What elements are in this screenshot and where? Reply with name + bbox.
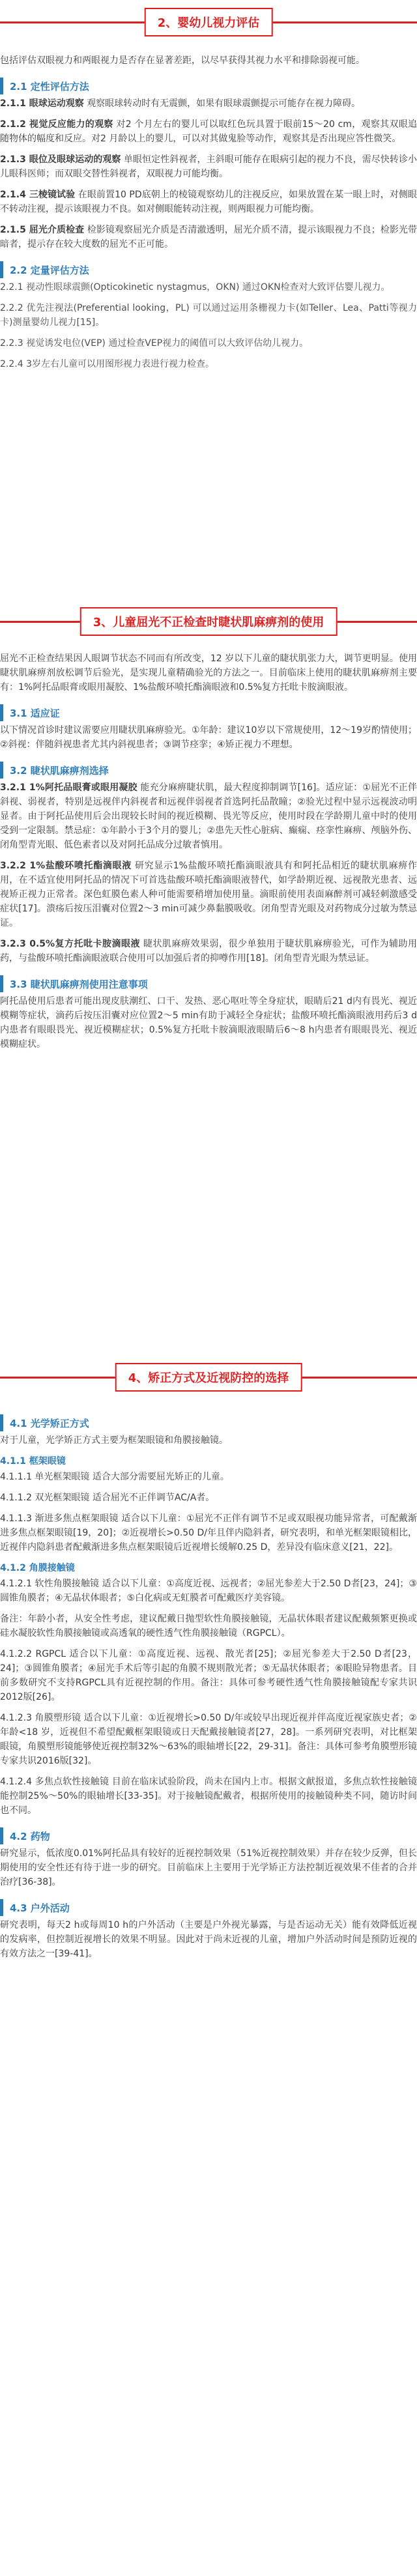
paragraph-4-1-1-2: 4.1.1.2 双光框架眼镜 适合屈光不正伴调节AC/A者。 [0, 1493, 215, 1503]
banner-box [145, 8, 273, 36]
paragraph-2-1-5: 2.1.5 屈光介质检查 检影镜观察屈光介质是否清澈透明，屈光介质不清，提示该眼视力不良；检影光带暗者，提示存在较大度数的屈光不正可能。 [0, 225, 417, 250]
paragraph-4-1-1-3: 4.1.1.3 渐进多焦点框架眼镜 适合以下儿童：①屈光不正伴有调节不足或双眼视功能异常者，可配戴渐进多焦点框架眼镜[19，20]；②近视增长>0.50 D/年且伴内隐斜者，研究表明，和单光框架眼镜相比，近视伴内隐斜患者配戴渐进多焦点框架眼镜后近视增长缓解0.25 D，差异没有临床意义[21，22]。 [0, 1513, 417, 1553]
paragraph-4-1-2-1-note: 备注：年龄小者，从安全性考虑，建议配戴日抛型软性角膜接触镜，无晶状体眼者建议配戴频繁更换或硅水凝胶软性角膜接触镜或高透氧的硬性透气性角膜接触镜（RGPCL）。 [0, 1614, 417, 1639]
paragraph-2-2-1: 2.2.1 视动性眼球震颤(Opticokinetic nystagmus，OKN) 通过OKN检查对大致评估婴儿视力。 [0, 282, 390, 293]
subheading-3-2: 3.2 睫状肌麻痹剂选择 [0, 760, 417, 780]
section-intro: 屈光不正检查结果因人眼调节状态不同而有所改变，12 岁以下儿童的睫状肌张力大，调节更明显。使用睫状肌麻痹剂放松调节后验光，是实现儿童精确验光的方法之一。目前临床上使用的睫状肌麻痹剂主要有：1%阿托品眼膏或眼用凝胶、1%盐酸环喷托酯滴眼液和0.5%复方托吡卡胺滴眼液。 [0, 653, 417, 693]
paragraph-4-3: 研究表明，每天2 h或每周10 h的户外活动（主要是户外视光暴露，与是否运动无关）能有效降低近视的发病率，但控制近视增长的效果不明显。因此对于尚未近视的儿童，增加户外活动时间是预防近视的有效方法之一[39-41]。 [0, 1920, 417, 1959]
banner-box [80, 607, 338, 636]
banner-title: 3、儿童屈光不正检查时睫状肌麻痹剂的使用 [93, 616, 324, 629]
paragraph-2-2-3: 2.2.3 视觉诱发电位(VEP) 通过检查VEP视力的阈值可以大致评估幼儿视力。 [0, 338, 309, 349]
section-banner-4 [0, 1363, 417, 1392]
heading-bar [0, 762, 3, 779]
subheading-4-1: 4.1 光学矫正方式 [0, 1412, 417, 1433]
paragraph-2-1-1: 2.1.1 眼球运动观察 观察眼球转动时有无震颤，如果有眼球震颤提示可能存在视力障碍。 [0, 98, 361, 109]
paragraph-4-1-intro: 对于儿童，光学矫正方式主要为框架眼镜和角膜接触镜。 [0, 1435, 228, 1446]
subheading-4-2: 4.2 药物 [0, 1825, 417, 1846]
paragraph-2-1-4: 2.1.4 三棱镜试验 在眼前置10 PD底朝上的棱镜观察幼儿的注视反应，如果放置在某一眼上时，对侧眼不转动注视，提示该眼视力不良。如对侧眼能转动注视，则两眼视力可能均衡。 [0, 190, 417, 214]
heading-bar [0, 975, 3, 992]
subheading-3-3: 3.3 睫状肌麻痹剂使用注意事项 [0, 973, 417, 994]
heading-bar [0, 704, 3, 721]
paragraph-2-1-2: 2.1.2 视觉反应能力的观察 对2 个月左右的婴儿可以取红色玩具置于眼前15～20 cm，观察其双眼追随物体的幅度和反应。对2 月龄以上的婴儿，可以对其做鬼脸等动作，观察其是否出现应答性微笑。 [0, 119, 417, 144]
section-3-content [0, 651, 417, 1058]
paragraph-3-2-3: 3.2.3 0.5%复方托吡卡胺滴眼液 睫状肌麻痹效果弱，很少单独用于睫状肌麻痹验光，可作为辅助用药，与盐酸环喷托酯滴眼液联合使用可以加强后者的抑噂作用[18]。闭角型青光眼为禁忌证。 [0, 939, 417, 964]
heading-bar [0, 1899, 3, 1916]
subheading-2-1: 2.1 定性评估方法 [0, 76, 417, 96]
heading-4-1-1: 4.1.1 框架眼镜 [0, 1456, 66, 1467]
section-intro: 包括评估双眼视力和两眼视力是否存在显著差距，以尽早获得其视力水平和排除弱视可能。 [0, 55, 365, 66]
subheading-4-3: 4.3 户外活动 [0, 1897, 417, 1918]
banner-box [115, 1363, 302, 1392]
paragraph-4-1-2-2: 4.1.2.2 RGPCL 适合以下儿童：①高度近视、远视、散光者[25]；②屈光参差大于2.50 D者[23，24]；③圆锥角膜者；④屈光手术后等引起的角膜不规则散光者；⑤无晶状体眼者；⑥眼睑异物患者。目前多数研究不支持RGPCL具有近视控制的作用。备注：具体可参考硬性透气性角膜接触镜配专家共识2012版[26]。 [0, 1649, 417, 1702]
heading-bar [0, 261, 3, 278]
paragraph-3-2-1: 3.2.1 1%阿托品眼膏或眼用凝胶 能充分麻痹睫状肌，最大程度抑制调节[16]。适应证：①屈光不正伴斜视、弱视者，特别是远视伴内斜视者和远视伴弱视者首选阿托品散瞳；②验光过程中显示远视波动明显者。由于阿托品使用后会出现较长时间的视近模糊、畏光等反应，使用时段在学龄期儿童中时的使用受到一定限制。禁忌症：①年龄小于3个月的婴儿；②患先天性心脏病、癫痫、痉挛性麻痹、颅脑外伤、闭角型青光眼、低色素者以及对阿托品成分过敏者慎用。 [0, 782, 417, 850]
paragraph-2-2-2: 2.2.2 优先注视法(Preferential looking，PL) 可以通过运用条栅视力卡(如Teller、Lea、Patti等视力卡)测量婴幼儿视力[15]。 [0, 303, 417, 328]
paragraph-3-2-2: 3.2.2 1%盐酸环喷托酯滴眼液 研究显示1%盐酸环喷托酯滴眼液具有和阿托品相近的睫状肌麻痹作用，在不适宜使用阿托品的情况下可首选盐酸环喷托酯滴眼液替代，如学龄期近视、远视散光患者、远视矫正视力正常者。深色虹膜色素人种可能需要稍增加使用量。滴眼前使用表面麻醉剂可减轻刺激感受症状[17]。溃疡后按压泪囊对位置2～3 min可减少鼻黏膜吸收。闭角型青光眼及对药物成分过敏为禁忌证。 [0, 861, 417, 928]
banner-title: 4、矫正方式及近视防控的选择 [128, 1371, 289, 1385]
heading-bar [0, 78, 3, 94]
paragraph-4-1-2-3: 4.1.2.3 角膜塑形镜 适合以下儿童：①近视增长>0.50 D/年或较早出现近视并伴高度近视家族史者；②年龄<18 岁，近视但不希望配戴框架眼镜或日天配戴接触镜者[27，28]。一系列研究表明，对比框架眼镜，角膜塑形镜能够使近视控制32%～63%的眼轴增长[22，29-31]。备注：具体可参考角膜塑形镜专家共识2016版[32]。 [0, 1713, 417, 1766]
heading-bar [0, 1827, 3, 1844]
subheading-3-1: 3.1 适应证 [0, 702, 417, 723]
heading-4-1-2: 4.1.2 角膜接触镜 [0, 1563, 75, 1573]
section-2-content [0, 53, 417, 378]
paragraph-4-1-2-1: 4.1.2.1 软性角膜接触镜 适合以下儿童：①高度近视、远视者；②屈光参差大于2.50 D者[23，24]；③圆锥角膜者；④无晶状体眼者；⑤白化病或无虹膜者可配戴医疗美容镜。 [0, 1579, 417, 1603]
heading-bar [0, 1414, 3, 1431]
paragraph-2-1-3: 2.1.3 眼位及眼球运动的观察 单眼恒定性斜视者，主斜眼可能存在眼病引起的视力不良，需尽快转诊小儿眼科医师；而双眼交替性斜视者，双眼视力可能均衡。 [0, 154, 417, 179]
paragraph-4-1-1-1: 4.1.1.1 单光框架眼镜 适合大部分需要屈光矫正的儿童。 [0, 1472, 229, 1482]
paragraph-4-2: 研究显示，低浓度0.01%阿托品具有较好的近视控制效果（51%近视控制效果）并存在较少反弹，但长期使用的安全性还有待于进一步的研究。目前临床上主要用于光学矫正方法控制近视效果不佳者的合并治疗[36-38]。 [0, 1848, 417, 1887]
section-banner-3 [0, 607, 417, 636]
paragraph-3-3: 阿托品使用后患者可能出现皮肤潮红、口干、发热、恶心呕吐等全身症状，眼睛后21 d内有畏光、视近模糊等症状，滴药后按压泪囊对应位置2～5 min有助于减轻全身症状；盐酸环喷托酯滴眼液用药后3 d内患者有眼眼畏光、视近模糊症状；0.5%复方托吡卡胺滴眼液眼睛后6～8 h内患者有眼眼畏光、视近模糊症状。 [0, 996, 417, 1050]
section-banner-2 [0, 8, 417, 36]
subheading-2-2: 2.2 定量评估方法 [0, 259, 417, 280]
paragraph-2-2-4: 2.2.4 3岁左右儿童可以用图形视力表进行视力检查。 [0, 359, 214, 369]
section-4-content [0, 1405, 417, 1968]
paragraph-3-1: 以下情况首诊时建议需要应用睫状肌麻痹验光。①年龄：建议10岁以下常规使用，12～19岁酌情使用；②斜视：伴随斜视患者尤其内斜视患者；③调节痉挛；④矫正视力不理想。 [0, 725, 417, 750]
paragraph-4-1-2-4: 4.1.2.4 多焦点软性接触镜 目前在临床试验阶段，尚未在国内上市。根据文献报道，多焦点软性接触镜能控制25%～50%的眼轴增长[33-35]。对于接触镜配戴者，根据所使用的接触镜种类不同，随访时间也不同。 [0, 1777, 417, 1816]
banner-title: 2、婴幼儿视力评估 [157, 16, 260, 30]
